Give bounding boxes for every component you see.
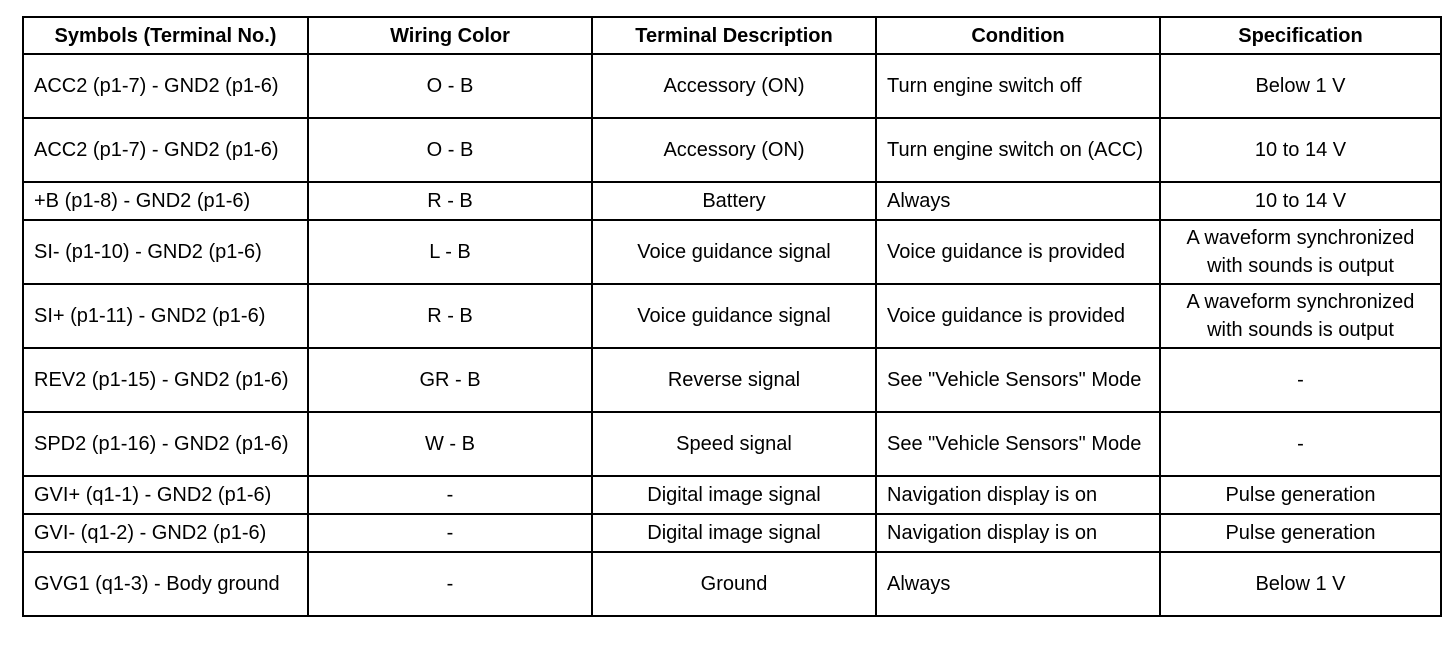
cell-symbol: +B (p1-8) - GND2 (p1-6) (23, 182, 308, 220)
header-row (23, 17, 1441, 54)
cell-specification: Pulse generation (1160, 514, 1441, 552)
cell-symbol: ACC2 (p1-7) - GND2 (p1-6) (23, 118, 308, 182)
cell-wiring-color: R - B (308, 284, 592, 348)
header-condition: Condition (876, 17, 1160, 54)
header-terminal-description: Terminal Description (592, 17, 876, 54)
table-row (23, 476, 1441, 514)
cell-description: Battery (592, 182, 876, 220)
table-row (23, 412, 1441, 476)
cell-specification: 10 to 14 V (1160, 182, 1441, 220)
cell-wiring-color: - (308, 552, 592, 616)
cell-description: Digital image signal (592, 514, 876, 552)
cell-symbol: SI+ (p1-11) - GND2 (p1-6) (23, 284, 308, 348)
cell-condition: See "Vehicle Sensors" Mode (876, 412, 1160, 476)
cell-condition: Voice guidance is provided (876, 220, 1160, 284)
header-specification: Specification (1160, 17, 1441, 54)
cell-description: Accessory (ON) (592, 118, 876, 182)
table-row (23, 118, 1441, 182)
cell-condition: Turn engine switch off (876, 54, 1160, 118)
cell-description: Voice guidance signal (592, 220, 876, 284)
header-symbols: Symbols (Terminal No.) (23, 17, 308, 54)
cell-specification: - (1160, 348, 1441, 412)
header-wiring-color: Wiring Color (308, 17, 592, 54)
table-row (23, 348, 1441, 412)
cell-description: Voice guidance signal (592, 284, 876, 348)
cell-condition: Always (876, 182, 1160, 220)
table-row (23, 220, 1441, 284)
table-row (23, 552, 1441, 616)
cell-condition: Always (876, 552, 1160, 616)
cell-specification: A waveform synchronized with sounds is output (1160, 284, 1441, 348)
table-row (23, 54, 1441, 118)
cell-specification: Below 1 V (1160, 552, 1441, 616)
cell-condition: Turn engine switch on (ACC) (876, 118, 1160, 182)
table-row (23, 182, 1441, 220)
cell-condition: See "Vehicle Sensors" Mode (876, 348, 1160, 412)
table-row (23, 514, 1441, 552)
cell-specification: Below 1 V (1160, 54, 1441, 118)
cell-description: Reverse signal (592, 348, 876, 412)
cell-specification: Pulse generation (1160, 476, 1441, 514)
cell-condition: Voice guidance is provided (876, 284, 1160, 348)
cell-description: Digital image signal (592, 476, 876, 514)
cell-wiring-color: - (308, 476, 592, 514)
cell-symbol: ACC2 (p1-7) - GND2 (p1-6) (23, 54, 308, 118)
cell-condition: Navigation display is on (876, 514, 1160, 552)
cell-symbol: GVG1 (q1-3) - Body ground (23, 552, 308, 616)
cell-symbol: GVI+ (q1-1) - GND2 (p1-6) (23, 476, 308, 514)
cell-symbol: GVI- (q1-2) - GND2 (p1-6) (23, 514, 308, 552)
cell-condition: Navigation display is on (876, 476, 1160, 514)
cell-wiring-color: GR - B (308, 348, 592, 412)
cell-symbol: REV2 (p1-15) - GND2 (p1-6) (23, 348, 308, 412)
cell-specification: - (1160, 412, 1441, 476)
terminal-spec-table-container (22, 16, 1440, 617)
cell-description: Speed signal (592, 412, 876, 476)
cell-description: Accessory (ON) (592, 54, 876, 118)
cell-description: Ground (592, 552, 876, 616)
cell-wiring-color: R - B (308, 182, 592, 220)
cell-wiring-color: W - B (308, 412, 592, 476)
cell-wiring-color: L - B (308, 220, 592, 284)
cell-specification: 10 to 14 V (1160, 118, 1441, 182)
cell-wiring-color: O - B (308, 118, 592, 182)
terminal-spec-table (22, 16, 1442, 617)
cell-specification: A waveform synchronized with sounds is output (1160, 220, 1441, 284)
cell-wiring-color: - (308, 514, 592, 552)
cell-wiring-color: O - B (308, 54, 592, 118)
cell-symbol: SI- (p1-10) - GND2 (p1-6) (23, 220, 308, 284)
table-row (23, 284, 1441, 348)
cell-symbol: SPD2 (p1-16) - GND2 (p1-6) (23, 412, 308, 476)
